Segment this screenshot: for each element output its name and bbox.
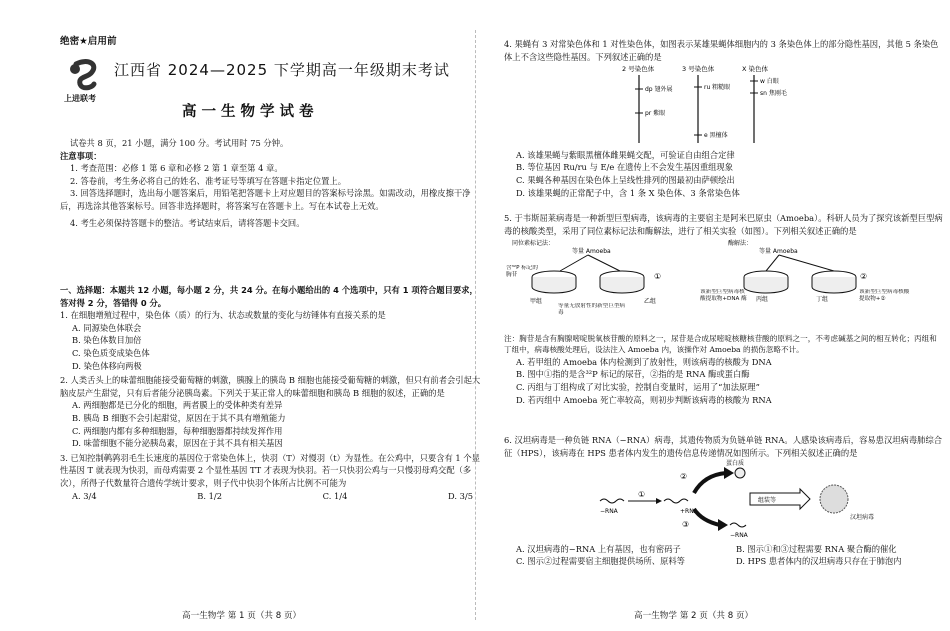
chr2-label: 2 号染色体 — [622, 65, 655, 74]
q6-option-a: A. 汉坦病毒的−RNA 上有基因，也有密码子 — [516, 543, 681, 554]
gene-e: e 黑檀体 — [704, 132, 728, 140]
q3-option-d: D. 3/5 — [448, 490, 473, 501]
pointer-amoeba-yi — [588, 255, 620, 271]
left-page — [52, 0, 494, 631]
gene-dp: dp 翅外展 — [645, 86, 673, 94]
pointer-amoeba-jia — [560, 255, 588, 271]
q6-option-c: C. 图示②过程需要宿主细胞提供场所、原料等 — [516, 556, 685, 567]
pos-rna-wave — [664, 499, 688, 503]
gene-w: w 白眼 — [760, 78, 779, 86]
q5-stem: 5. 于韦斯屈莱病毒是一种新型巨型病毒，该病毒的主要宿主是阿米巴原虫（Amoeba）。科研人员为了探究该新型巨型病毒的核酸类型，采用了同位素标记法和酶解法，进行了相关实验（如图）。下列相关叙述正确的是 — [504, 213, 943, 236]
q3-option-a: A. 3/4 — [72, 490, 97, 501]
q4-stem: 4. 果蝇有 3 对常染色体和 1 对性染色体，如图表示某雄果蝇体细胞内的 3 条染色体上的部分隐性基因，其他 5 条染色体上不含这些隐性基因。下列叙述正确的是 — [504, 39, 939, 62]
arrow-1-head — [656, 498, 662, 504]
circle-3: ③ — [682, 520, 690, 530]
right-page — [504, 0, 946, 631]
logo-text: 上进联考 — [64, 94, 96, 103]
label-plain-virus: 等量无放射性的新型巨型病毒 — [558, 303, 626, 317]
note-item: 2. 答卷前，考生务必将自己的姓名、准考证号等填写在答题卡指定位置上。 — [69, 175, 347, 186]
neg-rna-wave-1 — [600, 499, 624, 503]
protein-dot — [735, 468, 745, 478]
protein-label: 蛋白质 — [726, 460, 745, 468]
intro-text: 试卷共 8 页，21 小题，满分 100 分。考试用时 75 分钟。 — [69, 138, 289, 148]
circle-2: ② — [680, 472, 688, 482]
group-bing: 丙组 — [756, 296, 769, 304]
gene-pr: pr 紫眼 — [645, 110, 666, 118]
q2-option-c: C. 两细胞内都有多种细胞器，每种细胞器都持续发挥作用 — [72, 425, 283, 436]
section-1 — [60, 284, 485, 502]
label-mix-1: 该新型巨型病毒核酸提取物+DNA 酶 — [700, 289, 747, 303]
exam-title: 江西省 2024—2025 下学期高一年级期末考试 — [114, 61, 450, 79]
q2-option-d: D. 味蕾细胞不能分泌胰岛素，原因在于其不具有相关基因 — [72, 438, 283, 449]
q4-option-d: D. 该雄果蝇的正常配子中，含 1 条 X 染色体、3 条常染色体 — [516, 187, 740, 198]
q6-option-b: B. 图示①和③过程需要 RNA 聚合酶的催化 — [736, 543, 897, 554]
pointer-amoeba-bing — [766, 255, 779, 271]
arrow-3 — [694, 509, 720, 525]
q6-options-row-2 — [504, 555, 944, 568]
q5-option-d: D. 若丙组中 Amoeba 死亡率较高，则初步判断该病毒的核酸为 RNA — [516, 394, 772, 405]
chrX-label: X 染色体 — [742, 65, 769, 74]
neg-rna-2: −RNA — [730, 532, 748, 540]
note-item: 4. 考生必须保持答题卡的整洁。考试结束后，请将答题卡交回。 — [69, 217, 305, 228]
q4-option-b: B. 等位基因 Ru/ru 与 E/e 在遗传上不会发生基因重组现象 — [516, 162, 734, 173]
dish-yi — [600, 271, 644, 293]
q4-option-a: A. 该雄果蝇与紫眼黑檀体雌果蝇交配，可验证自由组合定律 — [516, 149, 735, 160]
q6-stem: 6. 汉坦病毒是一种负链 RNA（−RNA）病毒，其遗传物质为负链单链 RNA。人感染该病毒后，容易患汉坦病毒肺综合征（HPS），该病毒在 HPS 患者体内发生的遗传信息传递情况如图所示。下列相关叙述正确的是 — [504, 435, 943, 458]
q2-stem: 2. 人类舌头上的味蕾细胞能接受葡萄糖的刺激，胰腺上的胰岛 B 细胞也能接受葡萄糖的刺激，但只有前者会引起大脑皮层产生甜觉，只有后者能分泌胰岛素。下列关于某正常人的味蕾细胞和胰岛 B 细胞的叙述，正确的是 — [60, 375, 481, 398]
iso-label: 同位素标记法： — [512, 240, 555, 248]
assemble-label: 组装等 — [758, 497, 777, 505]
q4 — [504, 38, 944, 199]
notes-title: 注意事项： — [60, 150, 102, 161]
q3-option-c: C. 1/4 — [322, 490, 348, 501]
chr3-label: 3 号染色体 — [682, 65, 715, 74]
q2-option-b: B. 胰岛 B 细胞不会引起甜觉，原因在于其不具有增殖能力 — [72, 412, 286, 423]
instructions — [60, 137, 485, 229]
circle-2: ② — [860, 272, 868, 282]
pointer-amoeba-ding — [779, 255, 834, 271]
amoeba-label-1: 等量 Amoeba — [572, 248, 611, 256]
virus-particle — [820, 485, 848, 513]
q4-option-c: C. 果蝇各种基因在染色体上呈线性排列的图最初由萨顿绘出 — [516, 174, 735, 185]
q1-option-c: C. 染色质变成染色体 — [72, 347, 150, 358]
group-jia: 甲组 — [530, 298, 543, 306]
q1-stem: 1. 在细胞增殖过程中，染色体（质）的行为、状态或数量的变化与纺锤体有直接关系的是 — [60, 310, 386, 321]
circle-1: ① — [638, 490, 646, 500]
arrow-3-head — [718, 519, 728, 531]
label-mix-2: 该新型巨型病毒核酸提取物+② — [859, 289, 910, 303]
section-1-title: 一、选择题：本题共 12 小题，每小题 2 分，共 24 分。在每小题给出的 4 个选项中，只有 1 项符合题目要求，答对得 2 分，答错得 0 分。 — [60, 285, 478, 308]
secret-mark: 绝密★启用前 — [60, 36, 117, 47]
amoeba-label-2: 等量 Amoeba — [759, 248, 798, 256]
footer-right: 高一生物学 第 2 页（共 8 页） — [634, 611, 754, 621]
note-item: 3. 回答选择题时，选出每小题答案后，用铅笔把答题卡上对应题目的答案标号涂黑。如需改动，用橡皮擦干净后，再选涂其他答案标号。回答非选择题时，将答案写在答题卡上。写在本试卷上无效。 — [60, 188, 471, 211]
q1-option-a: A. 同源染色体联会 — [72, 322, 142, 333]
enz-label: 酶解法： — [728, 240, 753, 248]
group-ding: 丁组 — [816, 296, 829, 304]
q5-option-a: A. 若甲组的 Amoeba 体内检测到了放射性，则该病毒的核酸为 DNA — [516, 356, 772, 367]
label-p32: 含³²P 标记的胸苷 — [506, 265, 538, 279]
neg-rna-wave-2 — [730, 523, 746, 527]
arrow-2-head — [724, 467, 734, 479]
q6 — [504, 434, 944, 568]
dish-bing — [744, 271, 788, 293]
arrow-2 — [694, 473, 726, 493]
exam-logo — [62, 58, 108, 104]
footer-left: 高一生物学 第 1 页（共 8 页） — [182, 611, 302, 621]
q2-option-a: A. 两细胞都是已分化的细胞，两者膜上的受体种类有差异 — [72, 400, 283, 411]
q3-stem: 3. 已知控制鹌鹑羽毛生长速度的基因位于常染色体上，快羽（T）对慢羽（t）为显性。在公鸡中，只要含有 1 个显性基因 T 就表现为快羽，而母鸡需要 2 个显性基因 TT 才表现为快羽。若一只快羽公鸡与一只慢羽母鸡交配（多次），所得子代数量符合遗传学统计要求，则子代中快羽个体所占比例不可能为 — [60, 452, 480, 488]
q1-option-b: B. 染色体数目加倍 — [72, 335, 142, 346]
paper-title: 高一生物学试卷 — [182, 104, 319, 120]
q6-flow-figure — [504, 459, 944, 539]
q1-option-d: D. 染色体移向两极 — [72, 360, 142, 371]
q5 — [504, 212, 944, 406]
q4-chromosome-figure — [504, 63, 944, 145]
q6-option-d: D. HPS 患者体内的汉坦病毒只存在于肺泡内 — [736, 556, 902, 567]
q5-option-b: B. 图中①指的是含³²P 标记的尿苷，②指的是 RNA 酶或蛋白酶 — [516, 369, 750, 380]
q5-note: 注：胸苷是含有胸腺嘧啶脱氧核苷酸的原料之一，尿苷是合成尿嘧啶核糖核苷酸的原料之一，不考虑碱基之间的相互转化；丙组和丁组中，病毒核酸处理后，设法注入 Amoeba 内，该操作对 Amoeba 的损伤忽略不计。 — [504, 333, 937, 355]
dish-jia — [532, 271, 576, 293]
virus-label: 汉坦病毒 — [850, 514, 875, 522]
gene-ru: ru 粗糙眼 — [704, 84, 731, 92]
note-item: 1. 考查范围：必修 1 第 6 章和必修 2 第 1 章至第 4 章。 — [69, 163, 283, 174]
q6-options-row-1 — [504, 543, 944, 556]
pos-rna: +RNA — [680, 508, 698, 516]
neg-rna-1: −RNA — [600, 508, 618, 516]
circle-1: ① — [654, 272, 662, 282]
q3-option-b: B. 1/2 — [197, 490, 223, 501]
group-yi: 乙组 — [644, 298, 657, 306]
q3-options — [60, 490, 485, 503]
gene-sn: sn 焦刚毛 — [760, 90, 787, 98]
q5-option-c: C. 丙组与丁组构成了对比实验，控制自变量时，运用了“加法原理” — [516, 381, 760, 392]
q5-experiment-figure — [504, 237, 944, 329]
dish-ding — [812, 271, 856, 293]
